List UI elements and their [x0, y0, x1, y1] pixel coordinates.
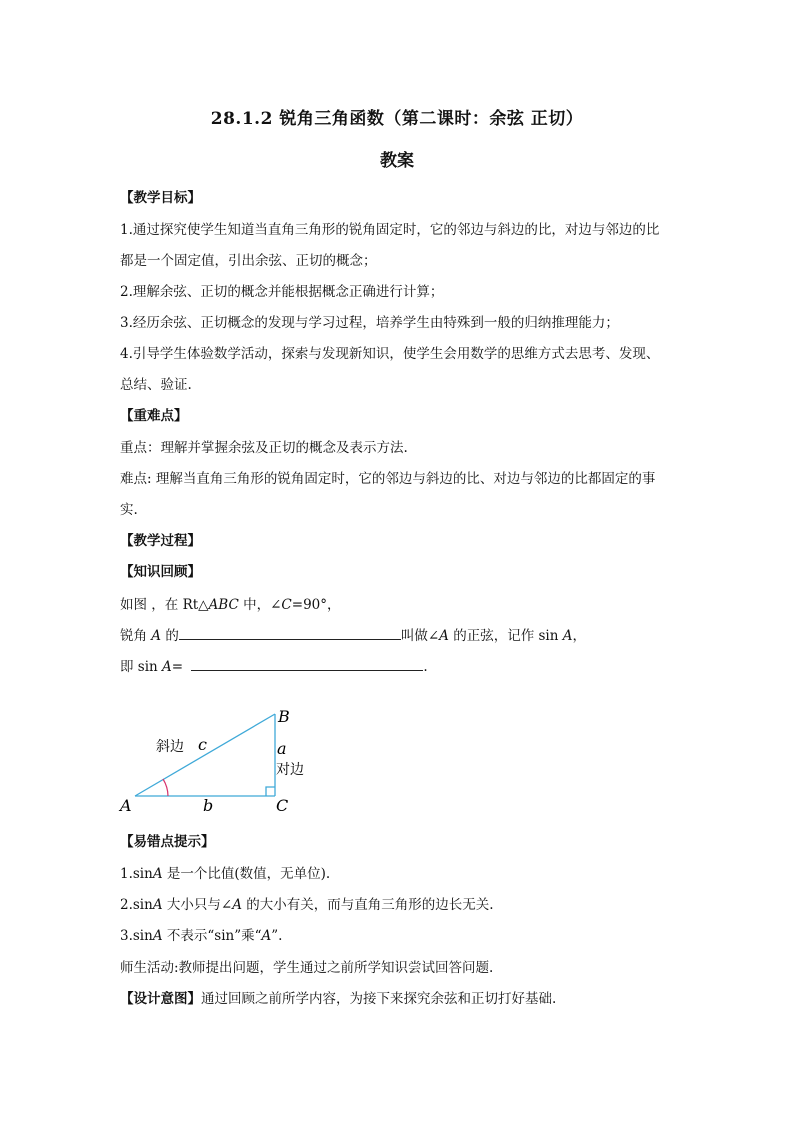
math-var: A — [232, 897, 242, 913]
error-line-3 — [120, 924, 282, 944]
error-line-2 — [120, 893, 494, 913]
text: ， — [572, 628, 586, 644]
vertex-label-c: C — [276, 796, 289, 815]
goal-line: 3.经历余弦、正切概念的发现与学习过程，培养学生由特殊到一般的归纳推理能力； — [120, 315, 619, 331]
vertex-label-a: A — [120, 796, 132, 815]
side-label-b: b — [203, 796, 214, 815]
text: 的大小有关，而与直角三角形的边长无关. — [241, 897, 494, 913]
right-angle-mark — [266, 787, 275, 796]
text: 是一个比值(数值，无单位). — [162, 866, 331, 882]
key-point-line: 重点：理解并掌握余弦及正切的概念及表示方法. — [120, 440, 408, 456]
math-var: ABC — [208, 597, 239, 613]
math-var: A — [162, 659, 172, 675]
page-title: 28.1.2 锐角三角函数（第二课时：余弦 正切） — [210, 109, 584, 129]
section-heading-review: 【知识回顾】 — [120, 564, 201, 580]
section-heading-process: 【教学过程】 — [120, 533, 201, 549]
math-var: C — [281, 597, 292, 613]
hypotenuse-line — [135, 714, 275, 796]
text: = — [171, 659, 188, 675]
design-intent-text: 通过回顾之前所学内容，为接下来探究余弦和正切打好基础. — [201, 991, 557, 1007]
text: 大小只与∠ — [162, 897, 233, 913]
text: 中，∠ — [238, 597, 282, 613]
text: 2.sin — [120, 897, 153, 913]
page-subtitle: 教案 — [380, 151, 414, 171]
activity-line: 师生活动:教师提出问题，学生通过之前所学知识尝试回答问题. — [120, 960, 494, 976]
design-intent-line — [120, 987, 556, 1007]
math-var: A — [439, 628, 449, 644]
text: 如图 ，在 Rt△ — [120, 597, 209, 613]
math-var: A — [562, 628, 573, 644]
key-point-line: 实. — [120, 502, 138, 518]
text: 即 sin — [120, 659, 163, 675]
section-heading-goals: 【教学目标】 — [120, 190, 201, 206]
text: ”. — [271, 928, 283, 944]
design-intent-label: 【设计意图】 — [120, 991, 201, 1007]
math-var: A — [152, 928, 163, 944]
right-triangle-figure — [110, 700, 330, 818]
error-line-1 — [120, 862, 330, 882]
text: . — [423, 659, 428, 675]
side-label-c: c — [198, 735, 207, 754]
math-var: A — [151, 628, 162, 644]
fill-in-blank[interactable] — [179, 627, 401, 640]
goal-line: 都是一个固定值，引出余弦、正切的概念； — [120, 253, 377, 269]
math-var: A — [261, 928, 272, 944]
goal-line: 4.引导学生体验数学活动，探索与发现新知识，使学生会用数学的思维方式去思考、发现、 — [120, 346, 660, 362]
section-heading-key-points: 【重难点】 — [120, 408, 188, 424]
angle-arc — [163, 779, 168, 796]
hypotenuse-label: 斜边 — [156, 739, 184, 755]
text: 叫做∠ — [400, 628, 440, 644]
review-line-1 — [120, 593, 341, 613]
opposite-side-label: 对边 — [276, 762, 304, 778]
goal-line: 总结、验证. — [120, 377, 192, 393]
text: 的正弦，记作 sin — [448, 628, 563, 644]
review-line-2 — [120, 624, 586, 644]
text: 不表示“sin”乘“ — [162, 928, 262, 944]
text: =90°， — [291, 597, 341, 613]
text: 1.sin — [120, 866, 153, 882]
key-point-line: 难点: 理解当直角三角形的锐角固定时，它的邻边与斜边的比、对边与邻边的比都固定的事 — [120, 471, 656, 487]
math-var: A — [152, 897, 163, 913]
goal-line: 1.通过探究使学生知道当直角三角形的锐角固定时，它的邻边与斜边的比，对边与邻边的比 — [120, 222, 660, 238]
review-line-3 — [120, 655, 428, 675]
fill-in-blank[interactable] — [191, 658, 423, 671]
goal-line: 2.理解余弦、正切的概念并能根据概念正确进行计算； — [120, 284, 444, 300]
math-var: A — [152, 866, 163, 882]
text: 3.sin — [120, 928, 153, 944]
side-label-a: a — [277, 739, 287, 758]
text: 锐角 — [120, 628, 152, 644]
text: 的 — [161, 628, 179, 644]
vertex-label-b: B — [278, 707, 290, 726]
section-heading-errors: 【易错点提示】 — [120, 834, 215, 850]
